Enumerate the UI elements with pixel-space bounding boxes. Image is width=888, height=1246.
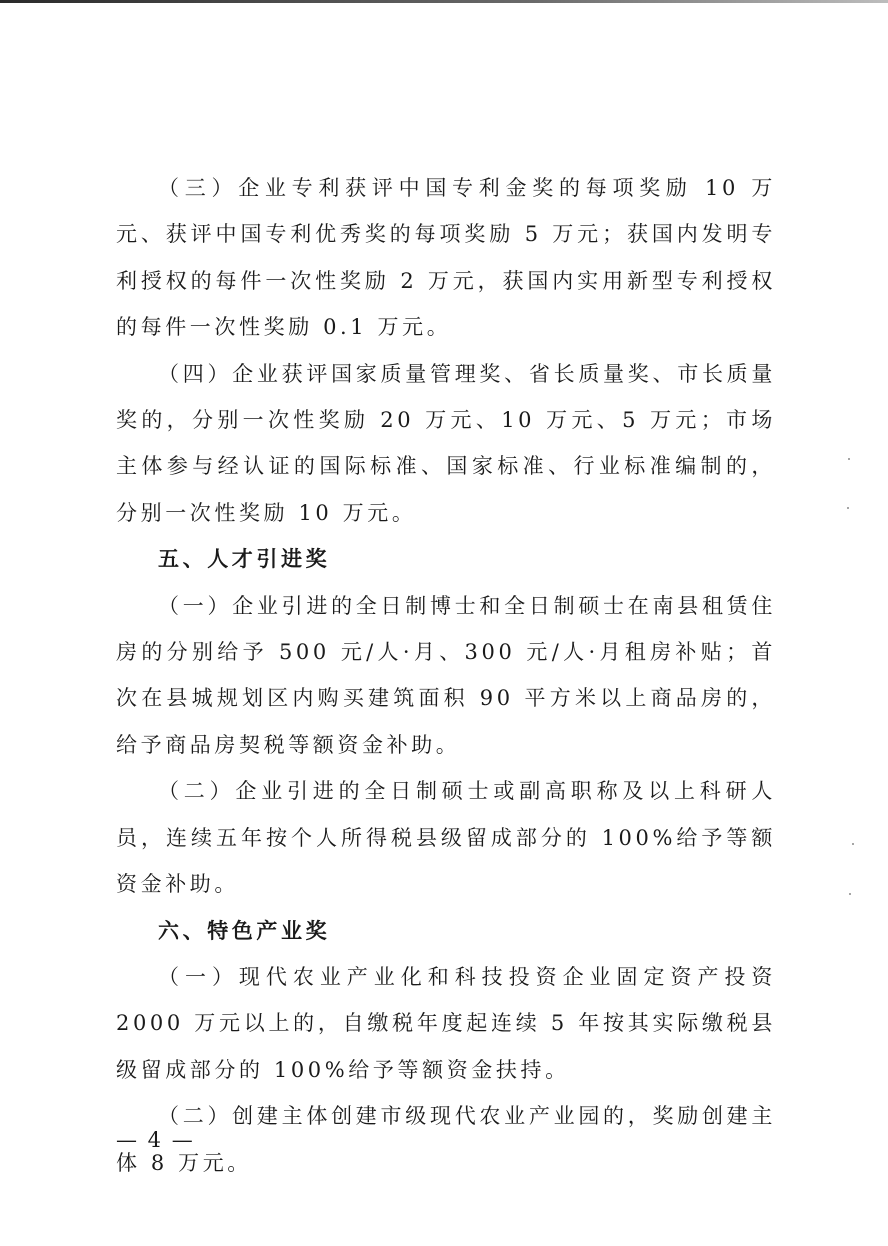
paragraph-industry-investment: （一）现代农业产业化和科技投资企业固定资产投资 2000 万元以上的，自缴税年度起连续 5 年按其实际缴税县级留成部分的 100%给予等额资金扶持。 bbox=[116, 964, 776, 1082]
paragraph-talent-tax: （二）企业引进的全日制硕士或副高职称及以上科研人员，连续五年按个人所得税县级留成部分的 100%给予等额资金补助。 bbox=[116, 779, 776, 897]
scan-speck bbox=[852, 843, 854, 845]
section-heading-industry: 六、特色产业奖 bbox=[158, 918, 331, 943]
scan-speck bbox=[848, 458, 850, 460]
paragraph-patent-awards: （三）企业专利获评中国专利金奖的每项奖励 10 万元、获评中国专利优秀奖的每项奖励 5 万元；获国内发明专利授权的每件一次性奖励 2 万元，获国内实用新型专利授权的每件一次性奖励 0.1 万元。 bbox=[116, 176, 776, 340]
top-border-line bbox=[0, 0, 888, 3]
document-body bbox=[116, 165, 776, 1186]
scan-speck bbox=[847, 507, 849, 509]
page-number: — 4 — bbox=[116, 1128, 195, 1152]
paragraph-industry-park: （二）创建主体创建市级现代农业产业园的，奖励创建主体 8 万元。 bbox=[116, 1104, 776, 1175]
paragraph-talent-housing: （一）企业引进的全日制博士和全日制硕士在南县租赁住房的分别给予 500 元/人·月、300 元/人·月租房补贴；首次在县城规划区内购买建筑面积 90 平方米以上商品房的，给予商品房契税等额资金补助。 bbox=[116, 593, 776, 757]
paragraph-quality-awards: （四）企业获评国家质量管理奖、省长质量奖、市长质量奖的，分别一次性奖励 20 万元、10 万元、5 万元；市场主体参与经认证的国际标准、国家标准、行业标准编制的，分别一次性奖励 10 万元。 bbox=[116, 361, 776, 525]
scan-speck bbox=[849, 893, 851, 895]
section-heading-talent: 五、人才引进奖 bbox=[158, 547, 331, 572]
